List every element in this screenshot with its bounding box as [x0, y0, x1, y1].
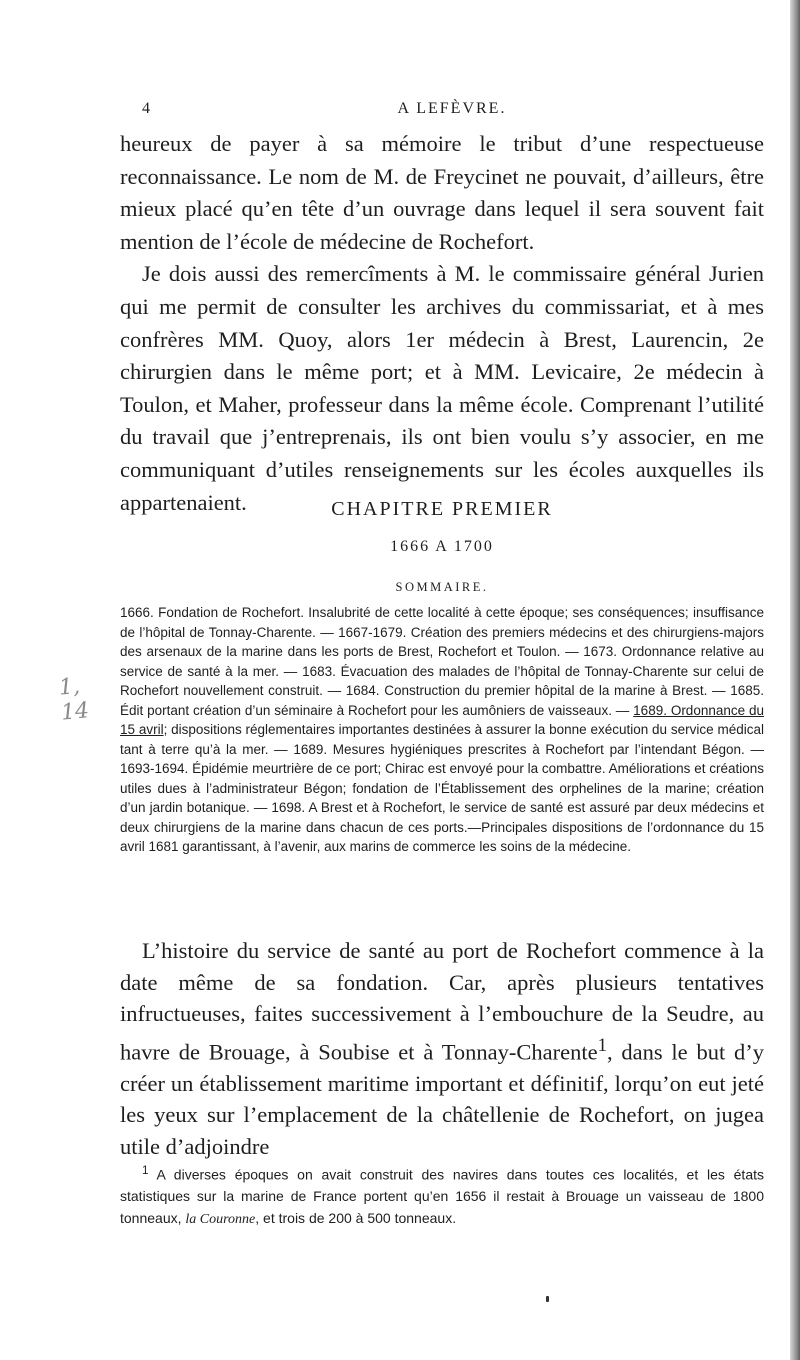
summary-underlined-date: 1689. Ordonnance du 15 avril [120, 702, 764, 737]
summary-paragraph [120, 603, 764, 857]
footnote [120, 1160, 764, 1230]
summary-heading: SOMMAIRE. [395, 580, 489, 594]
footnote-text-start: A diverses époques on avait construit des navires dans toutes ces localités, et les états statistiques sur la marine de France portent qu’en 1656 il restait à Brouage un vaisseau de 1800 tonneaux, [120, 1166, 764, 1226]
page-number: 4 [142, 100, 150, 117]
running-title: A LEFÈVRE. [397, 100, 507, 117]
chapter-summary [120, 603, 764, 857]
margin-note-text: 1, 14 [57, 673, 91, 726]
intro-paragraph-2: Je dois aussi des remercîments à M. le commissaire général Jurien qui me permit de consulter les archives du commissariat, et à mes confrères MM. Quoy, alors 1er médecin à Brest, Laurencin, 2e chirurgien dans le même port; et à MM. Levicaire, 2e médecin à Toulon, et Maher, professeur dans la même école. Comprenant l’utilité du travail que j’entreprenais, ils ont bien voulu s’y associer, en me communiquant d’utiles renseignements sur les écoles auxquelles ils appartenaient. [120, 261, 764, 515]
footnote-text-end: , et trois de 200 à 500 tonneaux. [255, 1209, 457, 1226]
footnote-ship-name: la Couronne [185, 1211, 256, 1227]
footnote-paragraph [120, 1160, 764, 1230]
main-paragraph [120, 935, 764, 1163]
intro-paragraph-1: heureux de payer à sa mémoire le tribut d’une respectueuse reconnaissance. Le nom de M. de Freycinet ne pouvait, d’ailleurs, être mieux placé qu’en tête d’un ouvrage dans lequel il sera souvent fait mention de l’école de médecine de Rochefort. [120, 131, 764, 254]
summary-text-end: ; dispositions réglementaires importantes destinées à assurer la bonne exécution du service médical tant à terre qu’à la mer. — 1689. Mesures hygiéniques prescrites à Rochefort par l’intendant Bégon. — 1693-1694. Épidémie meurtrière de ce port; Chirac est envoyé pour la combattre. Améliorations et créations utiles dues à l’administrateur Bégon; fondation de l’Établissement des orphelines de la marine; création d’un jardin botanique. — 1698. A Brest et à Rochefort, le service de santé est assuré par deux médecins et deux chirurgiens de la marine dans chacun de ces ports.—Principales dispositions de l’ordonnance du 15 avril 1681 garantissant, à l’avenir, aux marins de commerce les soins de la médecine. [120, 722, 764, 854]
footnote-reference: 1 [597, 1034, 607, 1056]
main-text-start: L’histoire du service de santé au port de Rochefort commence à la date même de sa fondation. Car, après plusieurs tentatives infructueuses, faites successivement à l’embouchure de la Seudre, au havre de Brouage, à Soubise et à Tonnay-Charente [120, 938, 764, 1065]
ink-speck [546, 1296, 549, 1302]
page-edge-shadow [790, 0, 800, 1360]
chapter-title: CHAPITRE PREMIER [331, 498, 553, 520]
running-header [142, 100, 762, 124]
main-text-end: , dans le but d’y créer un établissement maritime important et définitif, lorqu’on eut jeté les yeux sur l’emplacement de la châtellenie de Rochefort, on jugea utile d’adjoindre [120, 1039, 764, 1160]
chapter-dates: 1666 A 1700 [390, 538, 494, 555]
footnote-marker: 1 [142, 1164, 149, 1177]
summary-text-start: 1666. Fondation de Rochefort. Insalubrité de cette localité à cette époque; ses conséquences; insuffisance de l’hôpital de Tonnay-Charente. — 1667-1679. Création des premiers médecins et des chirurgiens-majors des arsenaux de la marine dans les ports de Brest, Rochefort et Toulon. — 1673. Ordonnance relative au service de santé à la mer. — 1683. Évacuation des malades de l’hôpital de Tonnay-Charente sur celui de Rochefort nouvellement construit. — 1684. Construction du premier hôpital de la marine à Brest. — 1685. Édit portant création d’un séminaire à Rochefort pour les aumôniers de vaisseaux. — [120, 605, 764, 718]
intro-text [120, 128, 764, 519]
main-text [120, 935, 764, 1163]
handwritten-margin-note [48, 674, 98, 774]
